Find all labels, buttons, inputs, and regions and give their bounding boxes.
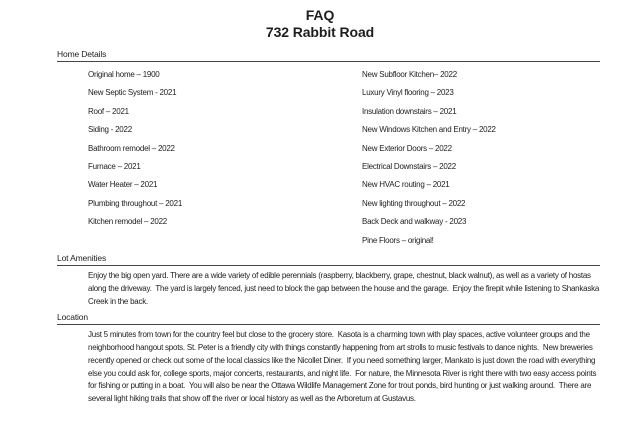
list-item: New Subfloor Kitchen– 2022 [362,70,457,79]
home-details-left-column [88,66,362,250]
home-details-right-column [362,66,600,250]
title-block [0,0,640,41]
address-title: 732 Rabbit Road [265,24,375,40]
list-item: New HVAC routing – 2021 [362,180,450,190]
list-item: Plumbing throughout – 2021 [88,198,183,208]
list-item: Siding - 2022 [88,125,132,135]
lot-amenities-paragraph: Enjoy the big open yard. There are a wide variety of edible perennials (raspberry, blackberry, grape, chestnut, black walnut), as well as a variety of hostas along the driveway. The yard is largely fenced, just need to block the gap between the house and the garage. Enjoy the firepit while listening to Shankaska Creek in the back. [88,271,602,306]
home-details-columns [57,62,600,250]
location-paragraph: Just 5 minutes from town for the country feel but close to the grocery store. Kasota is a charming town with play spaces, active volunteer groups and the neighborhood hangout spots. St. Peter is a friendly city with things constantly happening from art strolls to music festivals to dance nights. New breweries recently opened or check out some of the local classics like the Nicollet Diner. If you need something larger, Mankato is just down the road with everything else you could ask for, college sports, major concerts, restaurants, and night life. For nature, the Minnesota River is right there with two easy access points for fishing or putting in a boat. You will also be near the Ottawa Wildlife Management Zone for trout ponds, bird hunting or just walking around. There are several light hiking trails that show off the river or local history as well as the Arboretum at Gustavus. [88,329,599,404]
list-item: Furnace – 2021 [88,162,141,172]
list-item: Back Deck and walkway - 2023 [362,217,467,227]
section-heading-lot-amenities: Lot Amenities [57,254,600,266]
section-heading-home-details: Home Details [57,50,600,62]
list-item: Luxury Vinyl flooring – 2023 [362,88,454,98]
list-item: Electrical Downstairs – 2022 [362,162,456,172]
list-item: Water Heater – 2021 [88,180,158,190]
section-heading-location: Location [57,313,600,325]
faq-title: FAQ [305,7,335,23]
list-item: Insulation downstairs – 2021 [362,106,457,116]
list-item: Original home – 1900 [88,70,160,79]
list-item: Bathroom remodel – 2022 [88,143,175,153]
list-item: New Exterior Doors – 2022 [362,143,452,153]
list-item: New Septic System - 2021 [88,88,177,98]
list-item: New lighting throughout – 2022 [362,198,466,208]
list-item: New Windows Kitchen and Entry – 2022 [362,125,496,135]
list-item: Kitchen remodel – 2022 [88,217,167,227]
document-content [0,50,640,406]
list-item: Roof – 2021 [88,106,129,116]
list-item: Pine Floors – original! [362,235,434,245]
